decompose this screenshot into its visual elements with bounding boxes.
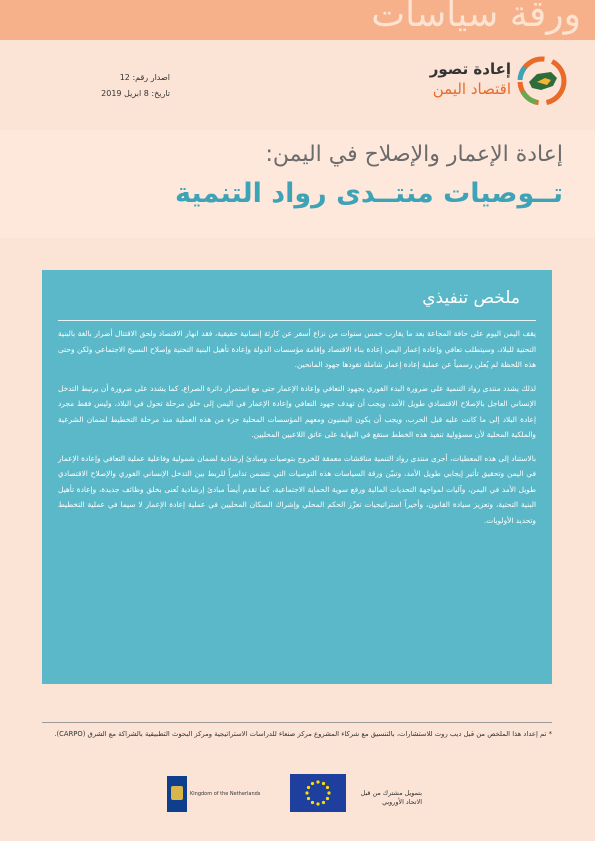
logo-line-2: اقتصاد اليمن xyxy=(432,80,511,98)
page-title: إعادة الإعمار والإصلاح في اليمن: xyxy=(265,142,563,167)
issue-number: اصدار رقم: 12 xyxy=(119,73,170,82)
netherlands-crest-icon xyxy=(167,776,187,812)
logo-line-1: إعادة تصور xyxy=(429,60,511,78)
summary-divider xyxy=(58,320,536,321)
footnote-divider xyxy=(42,722,552,723)
issue-date: تاريخ: 8 ابريل 2019 xyxy=(101,89,170,98)
header-banner xyxy=(0,0,595,40)
yemen-map-logo-icon xyxy=(517,56,567,106)
summary-paragraph: لذلك يشدد منتدى رواد التنمية على ضرورة البدء الفوري بجهود التعافي وإعادة الإعمار حتى مع استمرار دائرة الصراع، كما يشدد على ضرورة أن يرتبط التدخل الإنساني العاجل بالإصلاح الاقتصادي طويل الأمد، ويجب أن تهدف جهود التعافي وإعادة الإعمار في اليمن إلى خلق مرحلة تحول في البلاد، وليس فقط مجرد إعادة البلاد إلى ما كانت عليه قبل الحرب، ويجب أن يكون اليمنيون ومعهم المؤسسات المحلية جزء من هذه العملية منذ مرحلة التخطيط لضمان الشرعية والملكية المحلية لأن مسؤولية تنفيذ هذه الخطط ستقع في النهاية على عاتق اللاعبين المحليين. xyxy=(58,383,536,439)
summary-body xyxy=(58,326,536,536)
page-subtitle: تــوصيات منتــدى رواد التنمية xyxy=(174,178,563,209)
netherlands-label: Kingdom of the Netherlands xyxy=(190,791,261,797)
executive-summary-box xyxy=(42,270,552,684)
eu-funding-label: بتمويل مشترك من قبل الاتحاد الأوروبي xyxy=(360,789,422,806)
footnote: * تم إعداد هذا الملخص من قبل ديب روت للاستشارات، بالتنسيق مع شركاء المشروع مركز صنعاء للدراسات الاستراتيجية ومركز البحوث التطبيقية بالشراكة مع الشرق (CARPO). xyxy=(54,730,552,738)
summary-paragraph: يقف اليمن اليوم على حافة المجاعة بعد ما يقارب خمس سنوات من نزاع أسفر عن كارثة إنسانية حقيقية، فقد انهار الاقتصاد ولحق الاقتتال أضرار بالغة بالبنية التحتية للبلاد، وسيتطلب تعافي وإعادة إعمار اليمن إعادة بناء الاقتصاد وإقامة مؤسسات الدولة وإعادة تأهيل البنية التحتية وإصلاح النسيج الاجتماعي ولكن وحتى هذه اللحظة لم يُعلن رسمياً عن عملية إعادة إعمار شاملة تقودها جهود المانحين. xyxy=(58,329,536,369)
summary-heading: ملخص تنفيذي xyxy=(422,288,520,308)
banner-title: ورقة سياسات xyxy=(371,0,581,35)
eu-flag-icon xyxy=(290,774,346,812)
summary-paragraph: بالاستناد إلى هذه المعطيات، أجرى منتدى رواد التنمية مناقشات معمقة للخروج بتوصيات ومبادئ إرشادية لضمان شمولية وفاعلية عملية التعافي وإعادة الإعمار في اليمن وتحقيق تأثير إيجابي طويل الأمد، وتبيّن ورقة السياسات هذه التوصيات التي تتضمن تدابيراً للربط بين التدخل الإنساني الفوري والإصلاح الاقتصادي طويل الأمد في اليمن، وآليات لمواجهة التحديات المالية ورفع سوية الحماية الاجتماعية، كما تقدم أيضاً مبادئ إرشادية تُعنى بخلق وظائف جديدة، وإعادة تأهيل البنية التحتية، وتعزيز سيادة القانون، وأخيراً استراتيجيات تعزّز الحكم المحلي وإشراك السكان المحليين في عملية إعادة الإعمار لا سيما في عملية التخطيط وتحديد الأولويات. xyxy=(58,453,536,525)
issue-info xyxy=(60,70,170,102)
logo xyxy=(407,54,567,114)
